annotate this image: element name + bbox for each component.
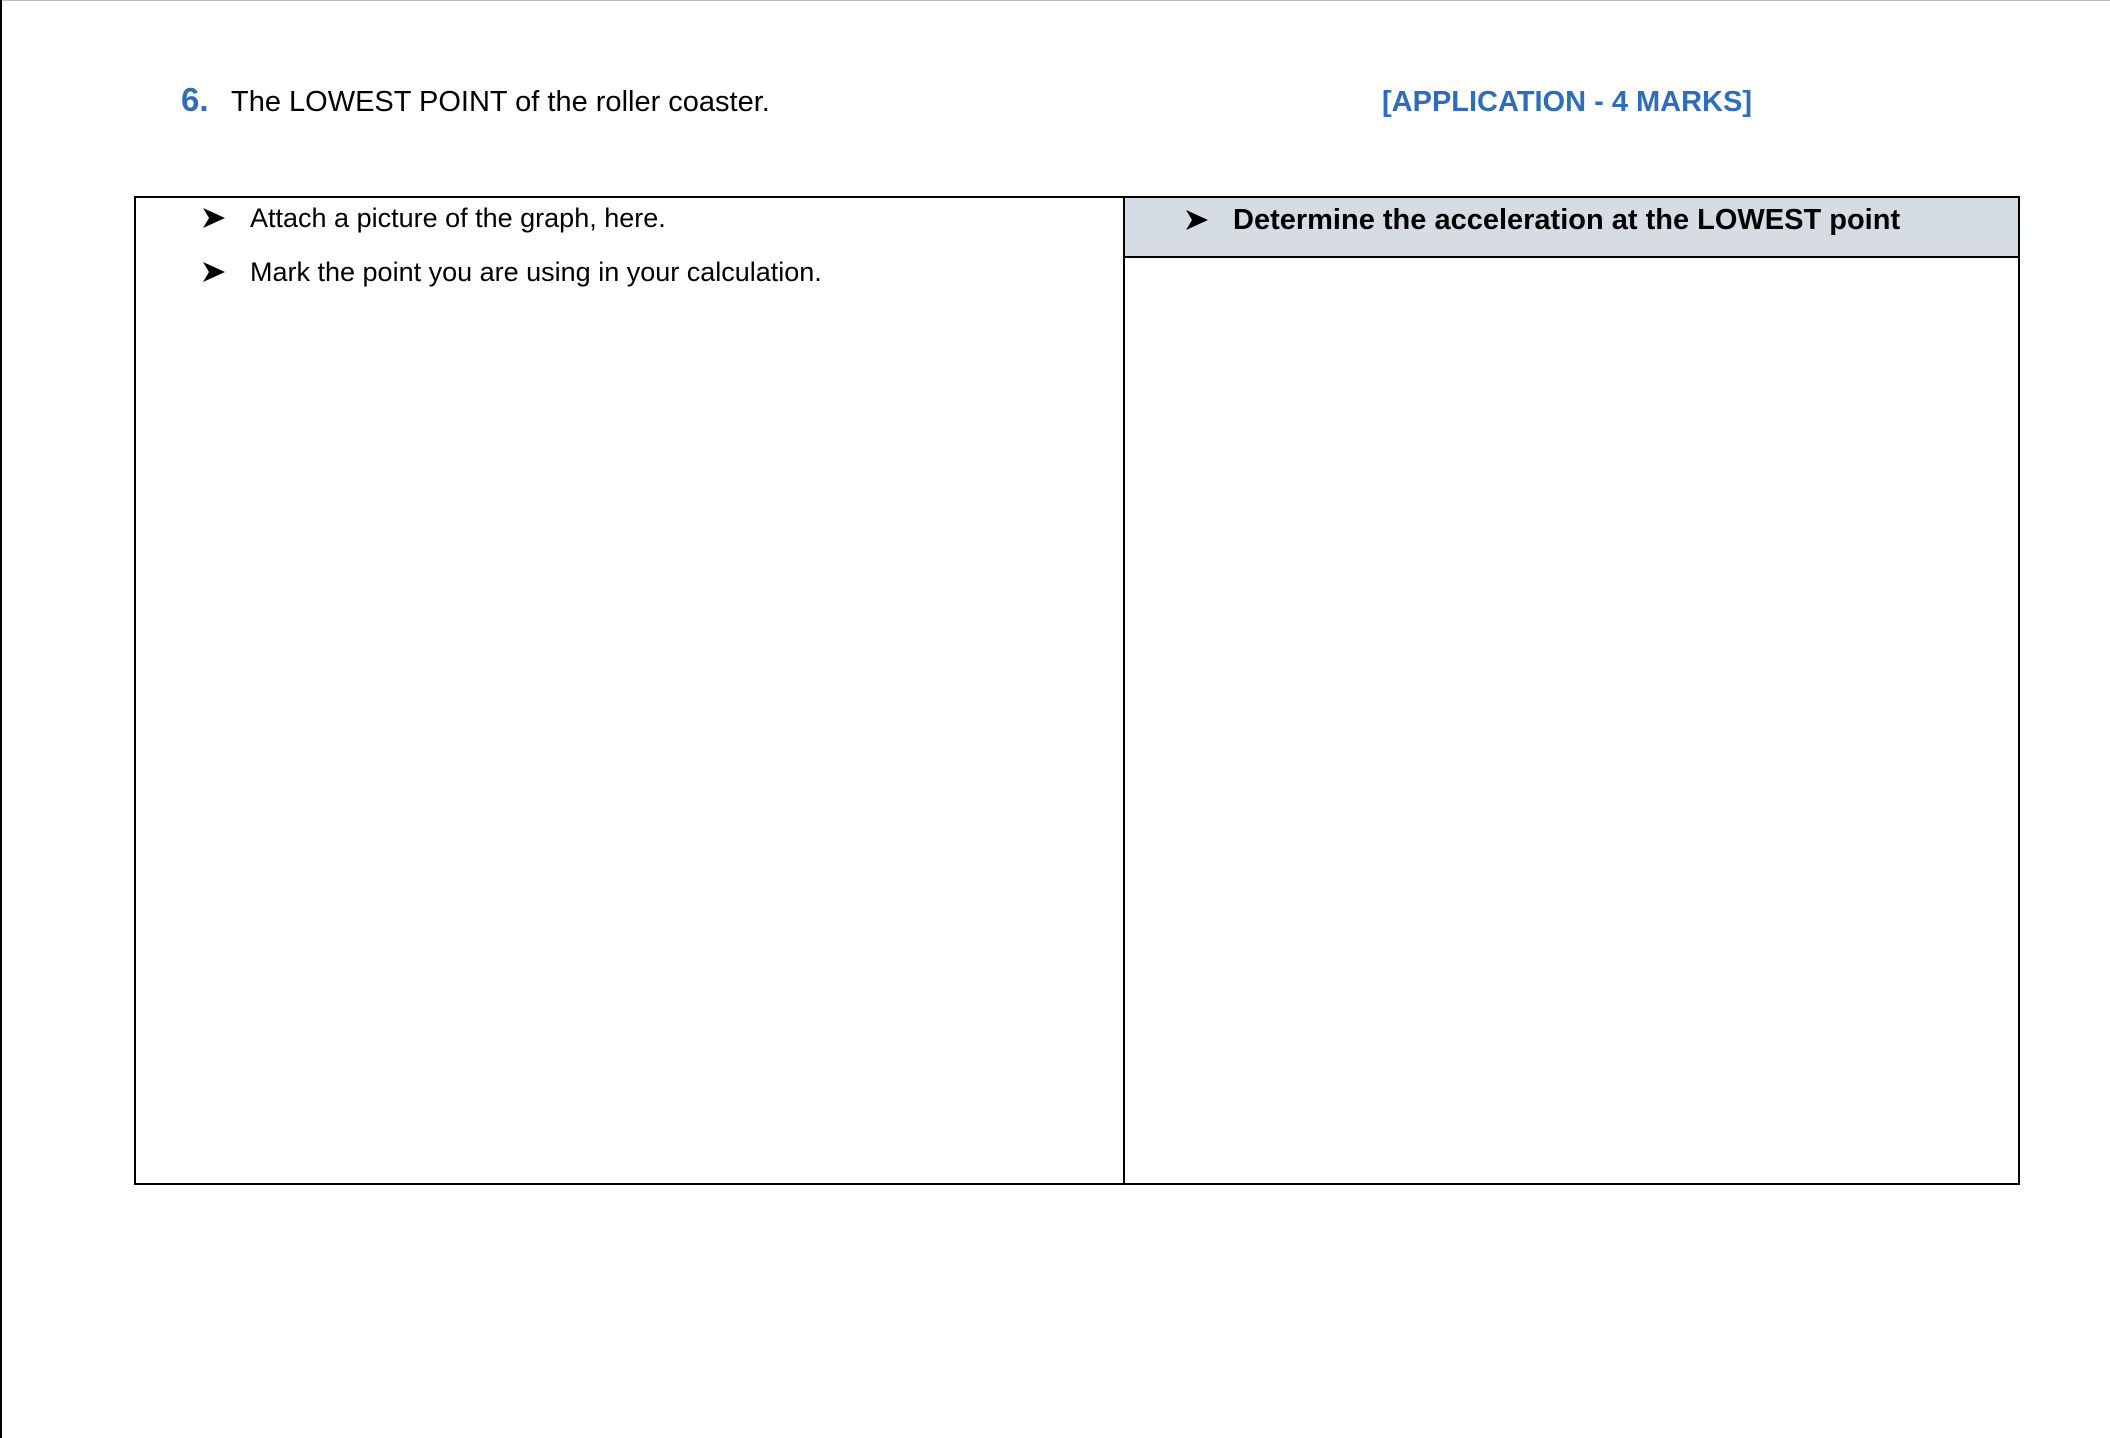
graph-attachment-area[interactable] <box>138 298 1121 1183</box>
instruction-text: Attach a picture of the graph, here. <box>250 203 666 233</box>
instruction-text: Mark the point you are using in your calculation. <box>250 257 822 287</box>
instruction-mark-point <box>200 254 822 290</box>
page-left-edge <box>0 0 2 1438</box>
instruction-attach-graph <box>200 200 666 236</box>
calculation-header <box>1183 202 1900 238</box>
question-text: The LOWEST POINT of the roller coaster. <box>231 86 770 118</box>
column-divider <box>1123 198 1125 1183</box>
page-top-edge <box>0 0 2110 1</box>
arrowhead-bullet-icon <box>200 204 228 232</box>
calculation-answer-area[interactable] <box>1127 260 2018 1183</box>
arrowhead-bullet-icon <box>200 258 228 286</box>
calculation-header-text: Determine the acceleration at the LOWEST point <box>1233 204 1901 236</box>
answer-table <box>134 196 2020 1185</box>
question-number: 6. <box>181 81 209 118</box>
arrowhead-bullet-icon <box>1183 206 1211 234</box>
marks-label: [APPLICATION - 4 MARKS] <box>1382 86 1753 118</box>
